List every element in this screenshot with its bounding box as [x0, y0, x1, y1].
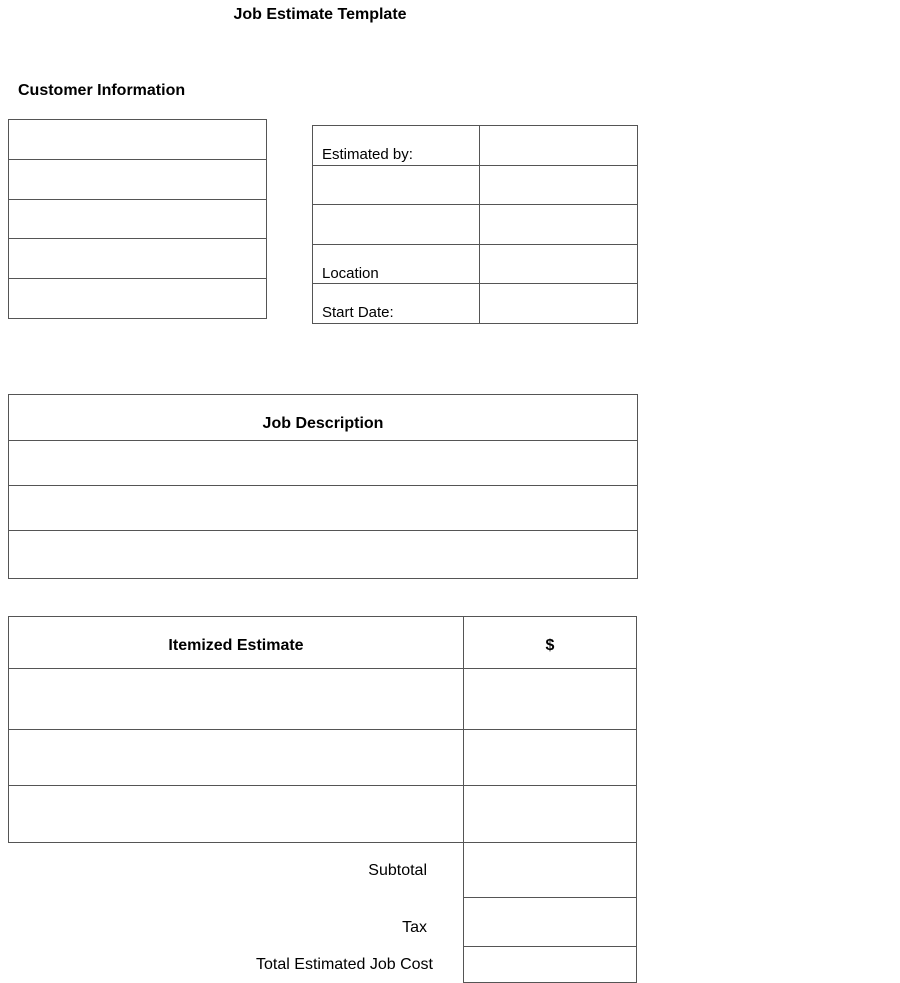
itemized-row-2-item[interactable] [8, 729, 464, 786]
itemized-row-3-item[interactable] [8, 785, 464, 843]
amount-header: $ [545, 637, 555, 654]
customer-info-row-4[interactable] [8, 238, 267, 279]
itemized-estimate-header-cell [8, 616, 464, 669]
estimate-info-label-cell-2 [312, 165, 480, 205]
location-label: Location [322, 265, 379, 282]
total-estimated-job-cost-value[interactable] [463, 946, 637, 983]
customer-info-row-1[interactable] [8, 119, 267, 160]
customer-info-row-3[interactable] [8, 199, 267, 240]
start-date-value[interactable] [479, 283, 638, 324]
tax-label: Tax [402, 919, 427, 936]
job-description-header-cell [8, 394, 638, 441]
tax-value[interactable] [463, 897, 637, 947]
itemized-row-1-item[interactable] [8, 668, 464, 730]
subtotal-label: Subtotal [368, 862, 427, 879]
estimated-by-label-cell [312, 125, 480, 166]
location-value[interactable] [479, 244, 638, 284]
estimated-by-label: Estimated by: [322, 146, 413, 163]
itemized-row-3-amount[interactable] [463, 785, 637, 843]
estimate-info-value-2[interactable] [479, 165, 638, 205]
itemized-row-1-amount[interactable] [463, 668, 637, 730]
itemized-estimate-header: Itemized Estimate [168, 637, 304, 654]
itemized-row-2-amount[interactable] [463, 729, 637, 786]
subtotal-value[interactable] [463, 842, 637, 898]
job-description-row-2[interactable] [8, 485, 638, 531]
start-date-label: Start Date: [322, 304, 394, 321]
amount-header-cell [463, 616, 637, 669]
location-label-cell [312, 244, 480, 284]
start-date-label-cell [312, 283, 480, 324]
estimate-info-value-3[interactable] [479, 204, 638, 245]
estimate-info-label-cell-3 [312, 204, 480, 245]
job-description-row-1[interactable] [8, 440, 638, 486]
job-description-row-3[interactable] [8, 530, 638, 579]
total-estimated-job-cost-label: Total Estimated Job Cost [256, 956, 433, 973]
job-description-header: Job Description [262, 415, 384, 432]
customer-information-heading: Customer Information [18, 82, 186, 99]
customer-info-row-2[interactable] [8, 159, 267, 200]
customer-info-row-5[interactable] [8, 278, 267, 319]
document-title: Job Estimate Template [233, 6, 407, 23]
estimated-by-value[interactable] [479, 125, 638, 166]
